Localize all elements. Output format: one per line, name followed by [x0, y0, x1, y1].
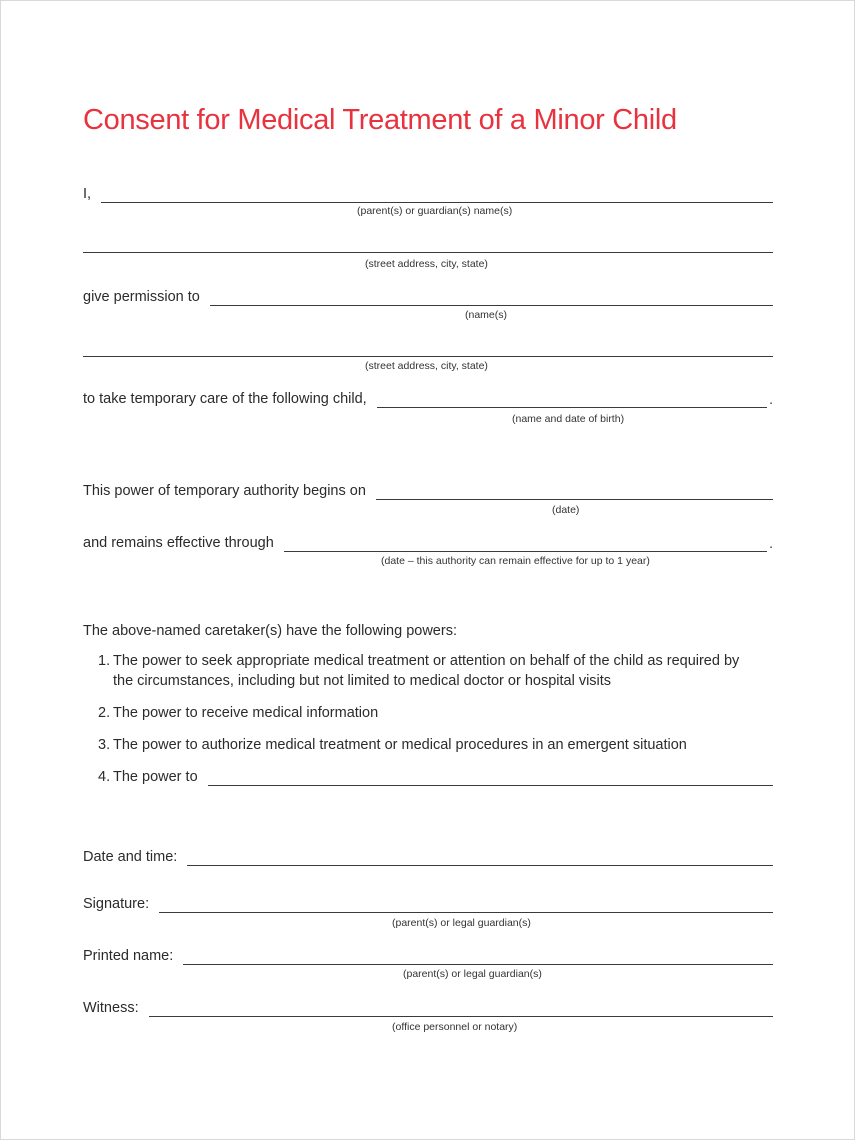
power-item-1 [98, 651, 758, 691]
child-label: to take temporary care of the following child, [83, 391, 367, 407]
caretaker-name-caption: (name(s) [465, 309, 508, 321]
printed-name-field[interactable] [183, 946, 773, 965]
form-title: Consent for Medical Treatment of a Minor Child [83, 104, 677, 136]
power-item-4-field[interactable] [208, 767, 773, 786]
power-item-number: 3. [98, 737, 111, 753]
powers-intro: The above-named caretaker(s) have the following powers: [83, 623, 457, 639]
child-row [83, 386, 773, 408]
signature-row [83, 891, 773, 913]
date-time-field[interactable] [187, 847, 773, 866]
power-item-number: 1. [98, 653, 111, 669]
begins-caption: (date) [552, 504, 580, 516]
power-item-text: The power to receive medical information [113, 705, 379, 721]
power-item-text: The power to authorize medical treatment or medical procedures in an emergent situation [113, 737, 687, 753]
power-item-3 [98, 735, 758, 755]
caretaker-address-caption: (street address, city, state) [365, 360, 488, 372]
witness-row [83, 995, 773, 1017]
caretaker-name-field[interactable] [210, 287, 773, 306]
power-item-number: 4. [98, 769, 111, 785]
child-end: . [769, 391, 773, 407]
power-item-text: The power to seek appropriate medical treatment or attention on behalf of the child as required by the circumstances, including but not limited to medical doctor or hospital visits [113, 653, 740, 689]
signature-label: Signature: [83, 896, 150, 912]
witness-caption: (office personnel or notary) [392, 1021, 518, 1033]
begins-label: This power of temporary authority begins on [83, 483, 366, 499]
begins-date-field[interactable] [376, 481, 773, 500]
power-item-2 [98, 703, 758, 723]
power-item-text: The power to [113, 769, 198, 785]
effective-row [83, 530, 773, 552]
effective-label: and remains effective through [83, 535, 274, 551]
power-item-number: 2. [98, 705, 111, 721]
signature-field[interactable] [159, 894, 773, 913]
printed-name-caption: (parent(s) or legal guardian(s) [403, 968, 542, 980]
signature-caption: (parent(s) or legal guardian(s) [392, 917, 531, 929]
child-caption: (name and date of birth) [512, 413, 625, 425]
printed-name-row [83, 943, 773, 965]
effective-date-field[interactable] [284, 533, 767, 552]
power-item-4 [98, 764, 773, 786]
date-time-label: Date and time: [83, 849, 178, 865]
begins-row [83, 478, 773, 500]
effective-caption: (date – this authority can remain effective for up to 1 year) [381, 555, 650, 567]
caretaker-name-row [83, 284, 773, 306]
printed-name-label: Printed name: [83, 948, 174, 964]
witness-field[interactable] [149, 998, 773, 1017]
witness-label: Witness: [83, 1000, 139, 1016]
caretaker-name-label: give permission to [83, 289, 200, 305]
parent-address-field[interactable] [83, 234, 773, 253]
caretaker-address-row [83, 335, 773, 357]
caretaker-address-field[interactable] [83, 338, 773, 357]
effective-end: . [769, 535, 773, 551]
date-time-row [83, 844, 773, 866]
child-field[interactable] [377, 389, 767, 408]
parent-name-caption: (parent(s) or guardian(s) name(s) [357, 205, 513, 217]
parent-name-field[interactable] [101, 184, 773, 203]
parent-name-label: I, [83, 186, 92, 202]
parent-name-row [83, 181, 773, 203]
parent-address-row [83, 231, 773, 253]
parent-address-caption: (street address, city, state) [365, 258, 488, 270]
